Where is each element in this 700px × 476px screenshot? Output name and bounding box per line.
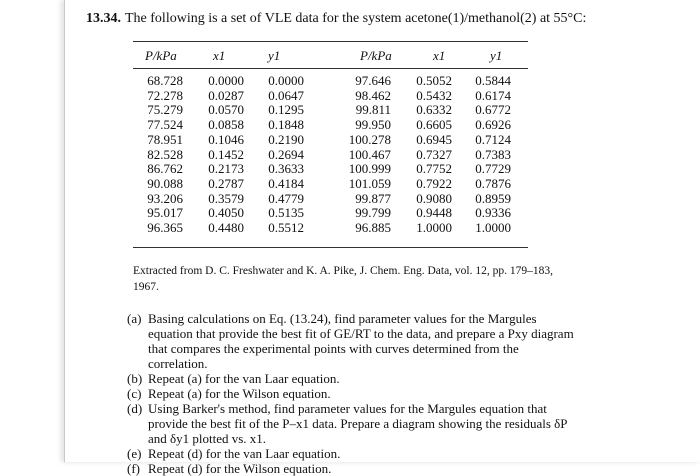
table-cell: 0.4050 [208,205,244,221]
table-cell: 0.5052 [416,73,452,88]
table-cell: 1.0000 [475,220,511,236]
table-cell: 0.0570 [208,102,244,118]
table-cell: 0.2694 [268,146,304,162]
header-y1-right: y1 [490,48,503,63]
table-bottom-rule [133,247,528,248]
problem-statement: The following is a set of VLE data for the system acetone(1)/methanol(2) at 55°C: [125,11,587,26]
problem-title [86,11,586,27]
source-citation: Extracted from D. C. Freshwater and K. A. Pike, J. Chem. Eng. Data, vol. 12, pp. 179–183, 1967. [133,265,554,293]
column-p-left [133,74,183,236]
table-cell: 72.278 [147,87,183,103]
table-cell: 75.279 [147,102,183,118]
table-cell: 82.528 [147,146,183,162]
table-cell: 0.7124 [475,131,511,147]
table-cell: 0.7327 [416,146,452,162]
table-cell: 97.646 [355,73,391,88]
table-cell: 0.7876 [475,175,511,191]
table-cell: 100.278 [348,131,391,147]
table-cell: 0.9448 [416,205,452,221]
table-cell: 100.467 [348,146,391,162]
table-cell: 0.5844 [475,73,511,88]
table-cell: 0.4480 [208,220,244,236]
table-cell: 0.1848 [268,117,304,133]
table-cell: 93.206 [147,190,183,206]
table-cell: 0.3633 [268,161,304,177]
table-cell: 0.6772 [475,102,511,118]
table-cell: 0.1452 [208,146,244,162]
table-cell: 0.4184 [268,175,304,191]
table-cell: 98.462 [355,87,391,103]
table-cell: 90.088 [147,175,183,191]
table-cell: 99.877 [355,190,391,206]
table-header-rule [133,68,528,69]
vle-data-table [133,41,528,259]
table-cell: 0.2173 [208,161,244,177]
part-b: (b) Repeat (a) for the van Laar equation. [127,371,340,386]
table-cell: 0.0287 [208,87,244,103]
table-cell: 99.811 [355,102,391,118]
table-cell: 0.6174 [475,87,511,103]
table-cell: 0.7383 [475,146,511,162]
table-cell: 0.7752 [416,161,452,177]
table-cell: 0.6605 [416,117,452,133]
header-p-left: P/kPa [145,48,177,63]
part-f: (f) Repeat (d) for the Wilson equation. [127,461,332,476]
column-y1-right [458,74,511,236]
header-x1-left: x1 [213,48,226,63]
table-cell: 0.1295 [268,102,304,118]
table-cell: 101.059 [348,175,391,191]
table-cell: 0.2787 [208,175,244,191]
table-top-rule [133,41,528,42]
column-y1-left [251,74,304,236]
table-cell: 96.885 [355,220,391,236]
table-cell: 68.728 [147,73,183,88]
column-p-right [333,74,391,236]
table-cell: 99.950 [355,117,391,133]
table-cell: 0.3579 [208,190,244,206]
table-cell: 95.017 [147,205,183,221]
table-cell: 0.0858 [208,117,244,133]
part-e: (e) Repeat (d) for the van Laar equation. [127,446,341,461]
header-p-right: P/kPa [360,48,392,63]
table-cell: 0.0647 [268,87,304,103]
table-cell: 0.0000 [268,73,304,88]
table-cell: 0.5512 [268,220,304,236]
table-cell: 0.6945 [416,131,452,147]
table-cell: 0.8959 [475,190,511,206]
part-a: (a) Basing calculations on Eq. (13.24), find parameter values for the Margules equation that provide the best fit of GE/RT to the data, and prepare a Pxy diagram that compares the experimental points with curves determined from the correlation. [127,311,574,371]
table-cell: 0.7922 [416,175,452,191]
header-x1-right: x1 [433,48,446,63]
table-cell: 100.999 [348,161,391,177]
table-cell: 0.2190 [268,131,304,147]
table-cell: 0.1046 [208,131,244,147]
table-cell: 0.5432 [416,87,452,103]
table-cell: 1.0000 [416,220,452,236]
table-cell: 99.799 [355,205,391,221]
table-cell: 96.365 [147,220,183,236]
table-cell: 77.524 [147,117,183,133]
problem-number: 13.34. [86,11,121,26]
problem-parts [127,311,579,476]
table-cell: 0.5135 [268,205,304,221]
table-cell: 0.6926 [475,117,511,133]
header-y1-left: y1 [268,48,281,63]
table-cell: 0.4779 [268,190,304,206]
table-cell: 0.9080 [416,190,452,206]
column-x1-left [191,74,244,236]
column-x1-right [399,74,452,236]
table-cell: 0.9336 [475,205,511,221]
table-cell: 0.7729 [475,161,511,177]
table-cell: 0.0000 [208,73,244,88]
part-c: (c) Repeat (a) for the Wilson equation. [127,386,331,401]
table-cell: 86.762 [147,161,183,177]
part-d: (d) Using Barker's method, find parameter values for the Margules equation that provide the best fit of the P–x1 data. Prepare a diagram showing the residuals δP and δy1 plotted vs. x1. [127,401,568,446]
table-cell: 0.6332 [416,102,452,118]
table-cell: 78.951 [147,131,183,147]
